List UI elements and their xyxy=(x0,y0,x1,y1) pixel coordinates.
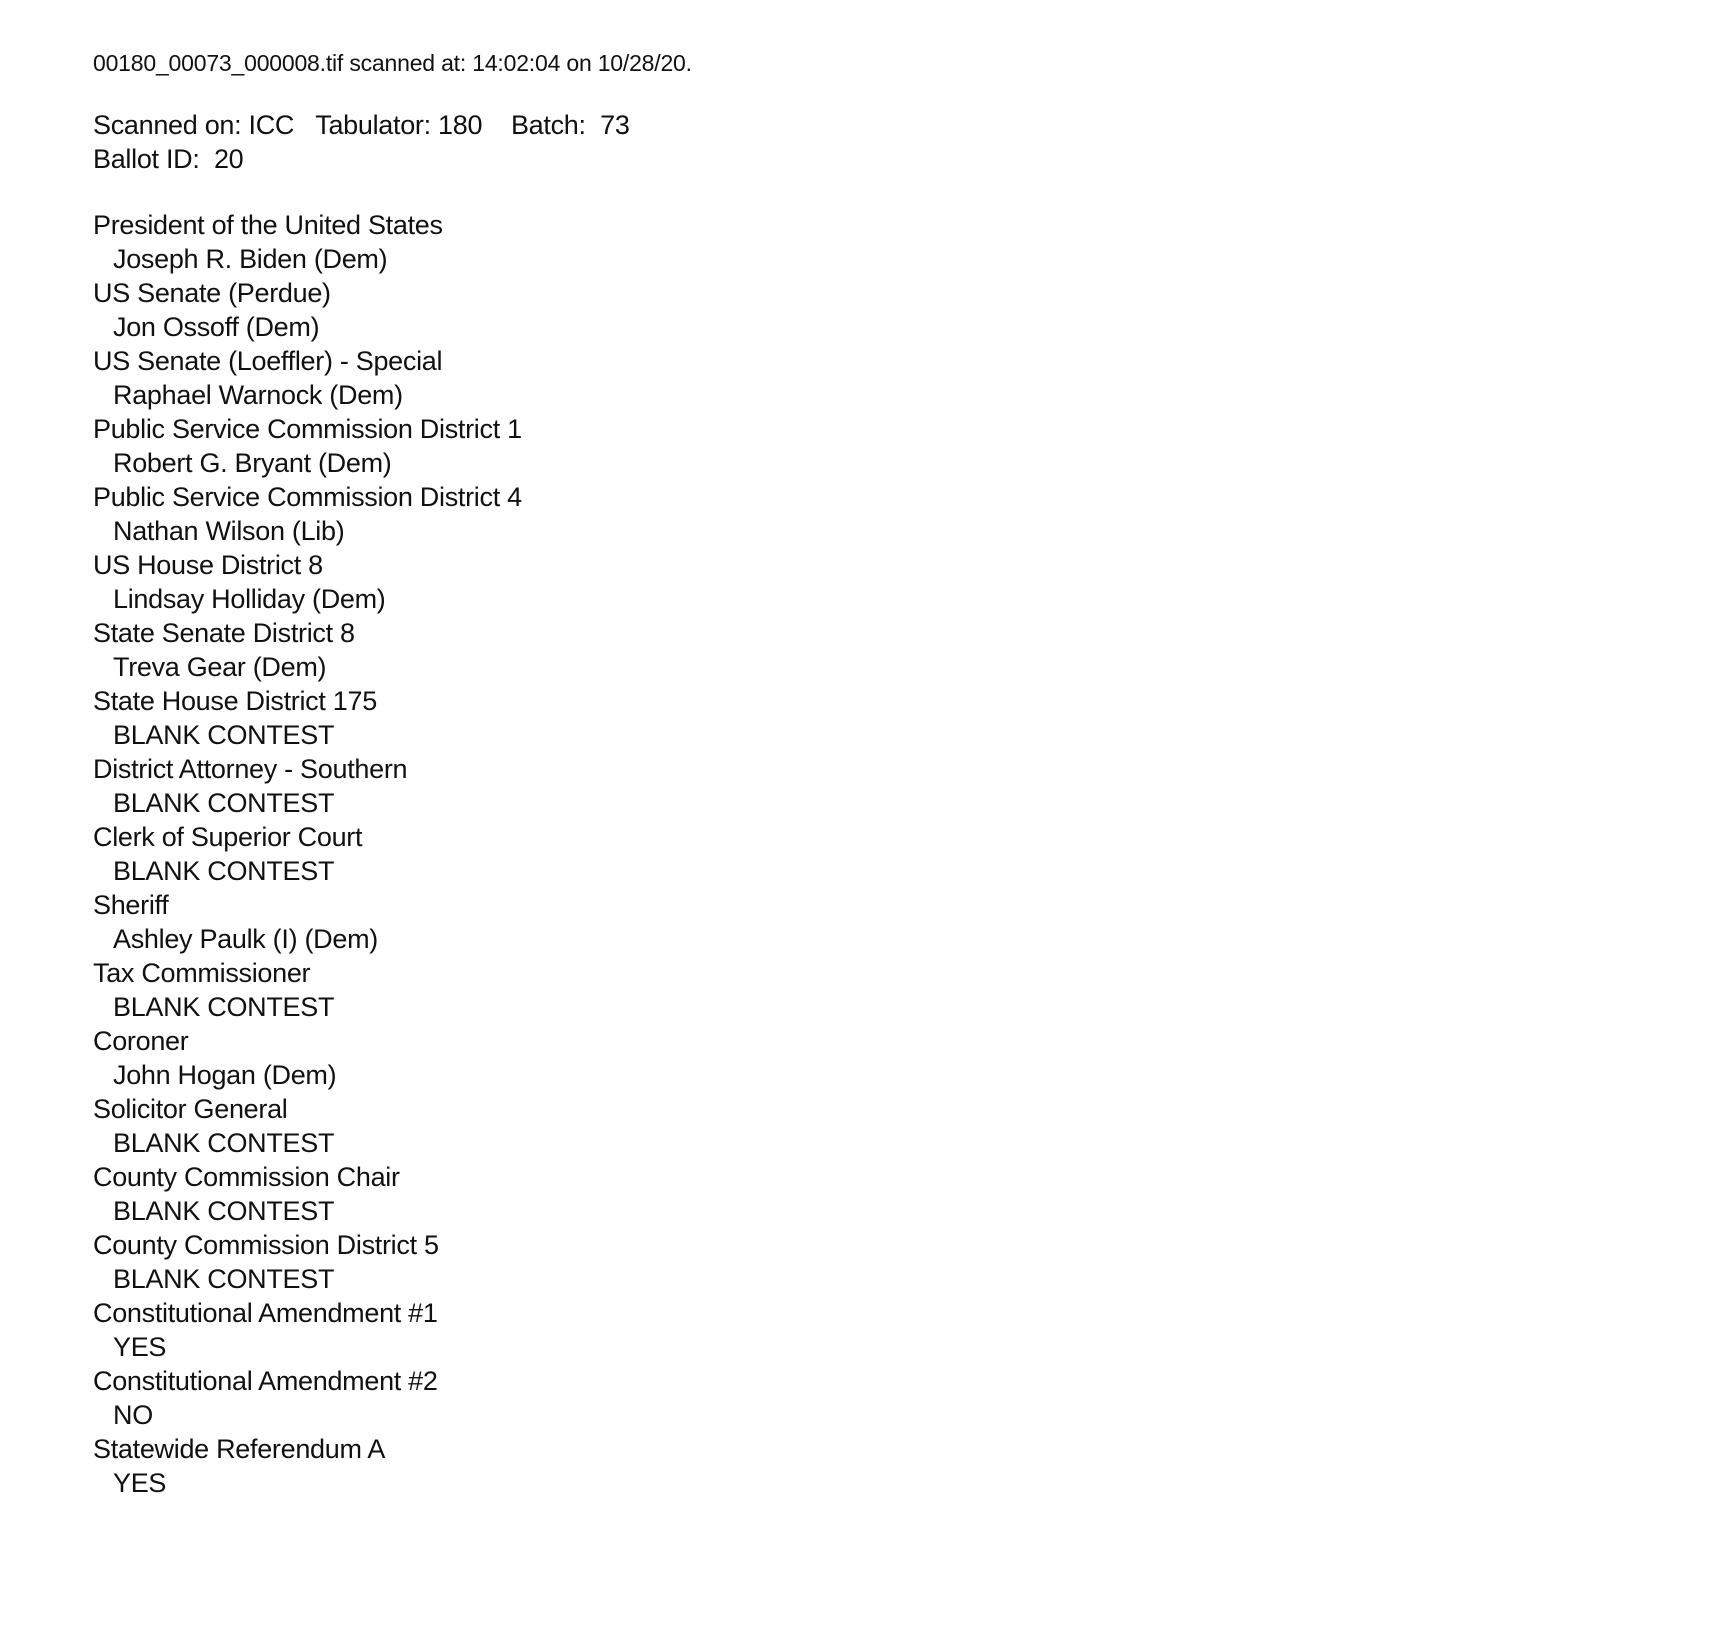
contest-office: County Commission District 5 xyxy=(93,1230,439,1260)
contest-selection: YES xyxy=(113,1468,167,1498)
contest-row xyxy=(93,1228,1649,1296)
contest-row xyxy=(93,956,1649,1024)
contest-row xyxy=(93,684,1649,752)
scan-metadata-block xyxy=(93,108,1649,176)
contest-office: Public Service Commission District 1 xyxy=(93,414,522,444)
contest-office: President of the United States xyxy=(93,210,443,240)
contest-selection: BLANK CONTEST xyxy=(113,1128,335,1158)
contest-row xyxy=(93,412,1649,480)
contest-office: Statewide Referendum A xyxy=(93,1434,386,1464)
contest-selection: BLANK CONTEST xyxy=(113,788,335,818)
contest-selection: BLANK CONTEST xyxy=(113,856,335,886)
contest-row xyxy=(93,1092,1649,1160)
contest-selection: Nathan Wilson (Lib) xyxy=(113,516,345,546)
scan-info-line: Scanned on: ICC Tabulator: 180 Batch: 73 xyxy=(93,110,630,140)
contest-selection: YES xyxy=(113,1332,167,1362)
contest-office: Constitutional Amendment #2 xyxy=(93,1366,438,1396)
contest-office: Public Service Commission District 4 xyxy=(93,482,522,512)
scan-filename-line: 00180_00073_000008.tif scanned at: 14:02:04 on 10/28/20. xyxy=(93,50,692,76)
contest-selection: BLANK CONTEST xyxy=(113,1264,335,1294)
contest-selection: John Hogan (Dem) xyxy=(113,1060,337,1090)
contest-row xyxy=(93,208,1649,276)
contest-office: Tax Commissioner xyxy=(93,958,311,988)
contest-row xyxy=(93,888,1649,956)
contest-office: US House District 8 xyxy=(93,550,323,580)
contest-selection: Jon Ossoff (Dem) xyxy=(113,312,320,342)
contest-office: County Commission Chair xyxy=(93,1162,400,1192)
contest-row xyxy=(93,1024,1649,1092)
contest-office: Solicitor General xyxy=(93,1094,288,1124)
contest-selection: BLANK CONTEST xyxy=(113,1196,335,1226)
contest-selection: NO xyxy=(113,1400,153,1430)
contest-office: US Senate (Loeffler) - Special xyxy=(93,346,443,376)
contest-selection: BLANK CONTEST xyxy=(113,720,335,750)
contest-row xyxy=(93,1432,1649,1500)
contest-selection: Robert G. Bryant (Dem) xyxy=(113,448,392,478)
contest-office: State House District 175 xyxy=(93,686,377,716)
contest-row xyxy=(93,616,1649,684)
contest-row xyxy=(93,1160,1649,1228)
ballot-id-line: Ballot ID: 20 xyxy=(93,144,244,174)
contest-selection: Raphael Warnock (Dem) xyxy=(113,380,403,410)
contest-office: US Senate (Perdue) xyxy=(93,278,331,308)
contest-selection: Joseph R. Biden (Dem) xyxy=(113,244,388,274)
contest-row xyxy=(93,344,1649,412)
contest-selection: BLANK CONTEST xyxy=(113,992,335,1022)
contest-selection: Treva Gear (Dem) xyxy=(113,652,327,682)
contest-list xyxy=(93,208,1649,1500)
contest-row xyxy=(93,1296,1649,1364)
contest-selection: Lindsay Holliday (Dem) xyxy=(113,584,386,614)
contest-row xyxy=(93,480,1649,548)
contest-selection: Ashley Paulk (I) (Dem) xyxy=(113,924,378,954)
contest-office: District Attorney - Southern xyxy=(93,754,408,784)
contest-row xyxy=(93,752,1649,820)
contest-office: Sheriff xyxy=(93,890,169,920)
contest-row xyxy=(93,820,1649,888)
contest-office: Clerk of Superior Court xyxy=(93,822,363,852)
contest-office: Constitutional Amendment #1 xyxy=(93,1298,438,1328)
contest-row xyxy=(93,276,1649,344)
contest-office: Coroner xyxy=(93,1026,189,1056)
contest-row xyxy=(93,1364,1649,1432)
contest-office: State Senate District 8 xyxy=(93,618,355,648)
contest-row xyxy=(93,548,1649,616)
